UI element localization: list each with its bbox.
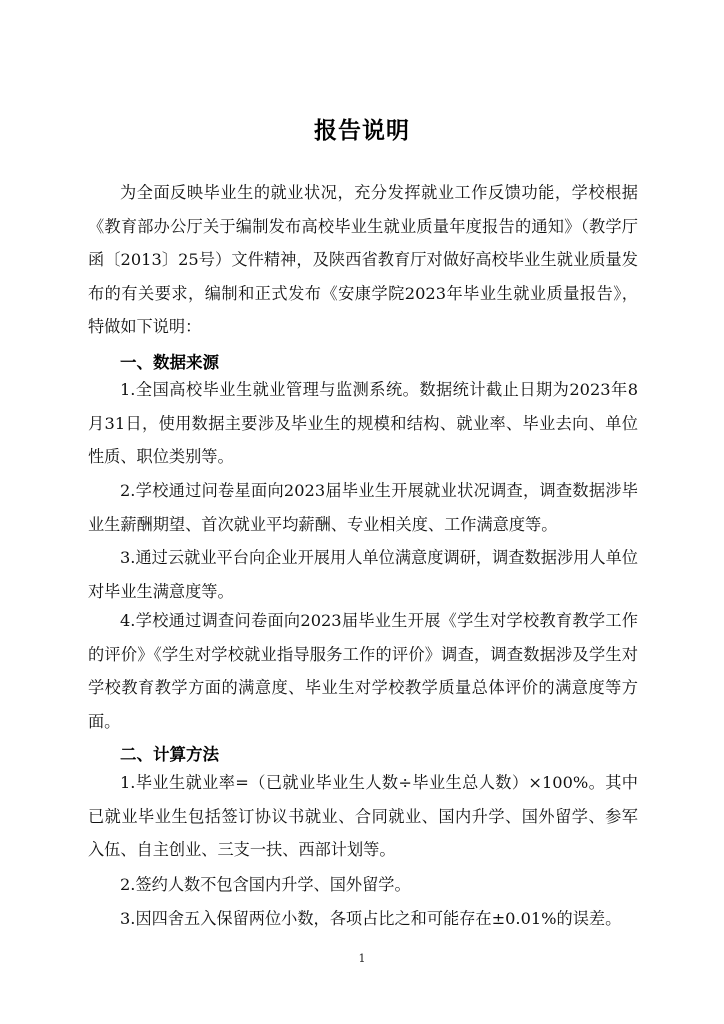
data-source-item-1: 1.全国高校毕业生就业管理与监测系统。数据统计截止日期为2023年8月31日，使用数据主要涉及毕业生的规模和结构、就业率、毕业去向、单位性质、职位类别等。 [88, 380, 638, 467]
page-number: 1 [358, 952, 366, 965]
intro-paragraph: 为全面反映毕业生的就业状况，充分发挥就业工作反馈功能，学校根据《教育部办公厅关于编制发布高校毕业生就业质量年度报告的通知》（教学厅函〔2013〕25号）文件精神，及陕西省教育厅对做好高校毕业生就业质量发布的有关要求，编制和正式发布《安康学院2023年毕业生就业质量报告》，特做如下说明： [88, 183, 638, 337]
data-source-item-3: 3.通过云就业平台向企业开展用人单位满意度调研，调查数据涉用人单位对毕业生满意度等。 [88, 548, 638, 601]
calculation-item-2: 2.签约人数不包含国内升学、国外留学。 [120, 875, 411, 894]
data-source-item-4: 4.学校通过调查问卷面向2023届毕业生开展《学生对学校教育教学工作的评价》《学生对学校就业指导服务工作的评价》调查，调查数据涉及学生对学校教育教学方面的满意度、毕业生对学校教学质量总体评价的满意度等方面。 [88, 611, 638, 731]
section-heading-data-source: 一、数据来源 [120, 353, 219, 372]
data-source-item-2: 2.学校通过问卷星面向2023届毕业生开展就业状况调查，调查数据涉毕业生薪酬期望、首次就业平均薪酬、专业相关度、工作满意度等。 [88, 481, 638, 534]
page-title: 报告说明 [314, 118, 410, 144]
section-heading-calculation: 二、计算方法 [120, 745, 219, 764]
calculation-item-3: 3.因四舍五入保留两位小数，各项占比之和可能存在±0.01%的误差。 [120, 909, 622, 928]
calculation-item-1: 1.毕业生就业率=（已就业毕业生人数÷毕业生总人数）×100%。其中已就业毕业生包括签订协议书就业、合同就业、国内升学、国外留学、参军入伍、自主创业、三支一扶、西部计划等。 [88, 773, 638, 860]
